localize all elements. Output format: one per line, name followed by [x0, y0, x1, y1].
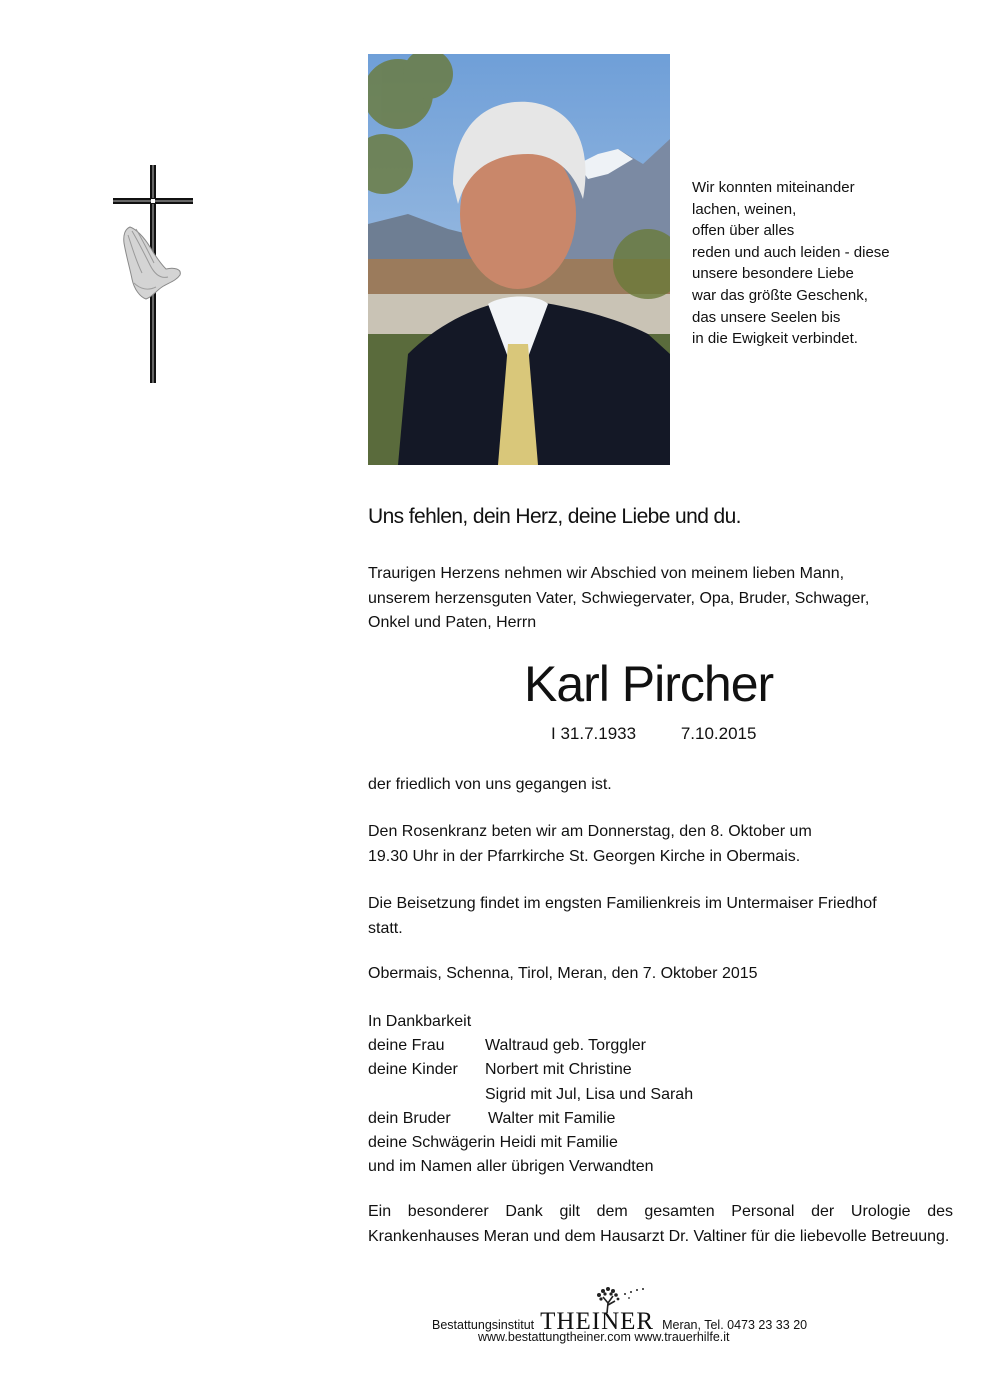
- mourner-row: [368, 1058, 693, 1082]
- mourner-row: [368, 1107, 693, 1131]
- mourner-row: [368, 1083, 693, 1107]
- rosary-line: Den Rosenkranz beten wir am Donnerstag, den 8. Oktober um: [368, 823, 812, 840]
- poem-line: offen über alles: [692, 222, 795, 240]
- institute-label: Bestattungsinstitut: [432, 1318, 535, 1332]
- mourner-names: Waltraud geb. Torggler: [485, 1037, 646, 1055]
- mourner-names: Sigrid mit Jul, Lisa und Sarah: [485, 1085, 694, 1103]
- rosary-line: 19.30 Uhr in der Pfarrkirche St. Georgen Kirche in Obermais.: [368, 847, 801, 865]
- footer-line: [432, 1308, 808, 1335]
- final-thanks: Ein besonderer Dank gilt dem gesamten Personal der Urologie des Krankenhauses Meran und dem Hausarzt Dr. Valtiner für die liebevolle Betreuung.: [368, 1203, 953, 1245]
- passed-text: der friedlich von uns gegangen ist.: [368, 776, 612, 793]
- intro-line: Onkel und Paten, Herrn: [368, 614, 537, 631]
- burial-text: [368, 892, 877, 941]
- deceased-name: Karl Pircher: [524, 656, 774, 712]
- poem-line: unsere besondere Liebe: [692, 265, 854, 283]
- intro-line: Traurigen Herzens nehmen wir Abschied von meinem lieben Mann,: [368, 565, 845, 582]
- poem-line: war das größte Geschenk,: [692, 286, 868, 304]
- birth-date: I 31.7.1933: [551, 724, 637, 743]
- poem-line: in die Ewigkeit verbindet.: [692, 330, 858, 348]
- portrait-photo: [368, 54, 670, 465]
- poem: [692, 177, 890, 350]
- death-date: 7.10.2015: [680, 724, 757, 743]
- mourner-names: Norbert mit Christine: [485, 1061, 632, 1079]
- intro-text: [368, 562, 958, 636]
- life-dates: [551, 724, 756, 744]
- mourner-line: deine Schwägerin Heidi mit Familie: [368, 1134, 618, 1152]
- rosary-text: [368, 820, 812, 869]
- place-date: Obermais, Schenna, Tirol, Meran, den 7. Oktober 2015: [368, 965, 758, 982]
- mourner-relation: [368, 1083, 485, 1107]
- poem-line: Wir konnten miteinander: [692, 179, 855, 196]
- mourner-line: und im Namen aller übrigen Verwandten: [368, 1158, 654, 1176]
- mourner-relation: dein Bruder: [368, 1109, 451, 1127]
- mourner-row: [368, 1034, 693, 1058]
- contact-info: Meran, Tel. 0473 23 33 20: [662, 1318, 808, 1332]
- mourner-relation: deine Frau: [368, 1037, 445, 1055]
- mourner-names: Walter mit Familie: [488, 1109, 616, 1127]
- poem-line: reden und auch leiden - diese: [692, 243, 890, 261]
- burial-line: statt.: [368, 919, 403, 937]
- mourners-heading: In Dankbarkeit: [368, 1013, 472, 1030]
- poem-line: lachen, weinen,: [692, 200, 797, 218]
- headline: Uns fehlen, dein Herz, deine Liebe und du.: [368, 505, 741, 528]
- intro-line: unserem herzensguten Vater, Schwiegervater, Opa, Bruder, Schwager,: [368, 589, 870, 607]
- mourners-list: [368, 1010, 693, 1179]
- websites[interactable]: www.bestattungtheiner.com www.trauerhilfe.it: [478, 1330, 730, 1344]
- praying-hands-icon: [122, 225, 184, 305]
- brand-logo: THEINER: [540, 1308, 655, 1335]
- mourner-relation: deine Kinder: [368, 1061, 458, 1079]
- poem-line: das unsere Seelen bis: [692, 308, 841, 326]
- burial-line: Die Beisetzung findet im engsten Familienkreis im Untermaiser Friedhof: [368, 895, 877, 912]
